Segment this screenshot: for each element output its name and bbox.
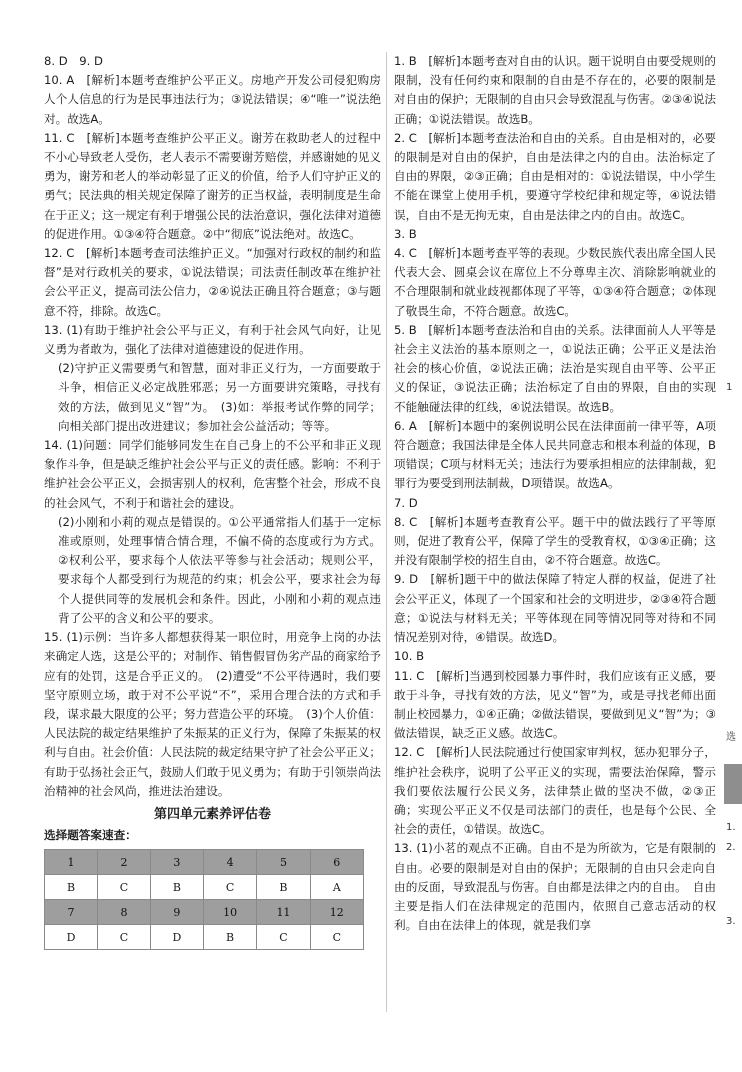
answer-value: C [203, 875, 256, 900]
answer-value: D [45, 925, 98, 950]
answer-item: 14. (1)问题：同学们能够同发生在自己身上的不公平和非正义现象作斗争，但是缺乏维护社会公平与正义的责任感。影响：不利于维护社会公平正义，会损害别人的权利，危害整个社会，形成不良的社会风气，不利于和谐社会的建设。 [44, 438, 381, 510]
answer-table [44, 849, 364, 950]
answer-item: (2)小刚和小莉的观点是错误的。①公平通常指人们基于一定标准或原则，处理事情合情合理，不偏不倚的态度或行为方式。②权利公平，要求每个人依法平等参与社会活动；规则公平，要求每个人都受到行为规范的约束；机会公平，要求社会为每个人提供同等的发展机会和条件。因此，小刚和小莉的观点违背了公平的含义和公平的要求。 [58, 514, 381, 625]
answer-value: B [150, 875, 203, 900]
answer-item: 11. C [解析]本题考查维护公平正义。谢芳在救助老人的过程中不小心导致老人受伤，老人表示不需要谢芳赔偿，并感谢她的见义勇为，谢芳和老人的举动彰显了正义的价值，给予人们守护正义的勇气；民法典的相关规定保障了谢芳的正当权益，表明制度是生命在于正义；这一规定有利于增强公民的法治意识，强化法律对道德的促进作用。①③④符合题意。②中“彻底”说法绝对。故选C。 [44, 130, 381, 241]
edge-label: 1 [726, 382, 733, 393]
answer-number: 1 [45, 850, 98, 875]
answer-value: C [97, 925, 150, 950]
answer-item: 5. B [解析]本题考查法治和自由的关系。法律面前人人平等是社会主义法治的基本原则之一，①说法正确；公平正义是法治社会的核心价值，②说法正确；法治是实现自由平等、公平正义的保证，③说法正确；法治标定了自由的界限，自由的实现不能触碰法律的红线，④说法错误。故选B。 [394, 322, 716, 414]
answer-item: 10. B [394, 649, 425, 664]
answer-value-row [45, 875, 364, 900]
answer-number-row [45, 850, 364, 875]
answer-item: 9. D [解析]题干中的做法保障了特定人群的权益，促进了社会公平正义，体现了一个国家和社会的文明进步，②③④符合题意；①说法与材料无关；平等体现在同等情况同等对待和不同情况差别对待，④错误。故选D。 [394, 572, 716, 645]
answer-number: 6 [310, 850, 363, 875]
answer-value: C [97, 875, 150, 900]
answer-value: C [310, 925, 363, 950]
answer-value: B [257, 875, 310, 900]
answer-number-row [45, 900, 364, 925]
adjacent-page-edge [724, 52, 742, 1012]
answer-item: 7. D [394, 495, 418, 510]
answer-value: D [150, 925, 203, 950]
answer-item: (2)守护正义需要勇气和智慧，面对非正义行为，一方面要敢于斗争，相信正义必定战胜邪恶；另一方面要讲究策略，寻找有效的方法，做到见义“智”为。 (3)如：举报考试作弊的同学；向相关部门提出改进建议；参加社会公益活动；等等。 [58, 361, 381, 433]
answer-item: 1. B [解析]本题考查对自由的认识。题干说明自由要受规则的限制，没有任何约束和限制的自由是不存在的，必要的限制是对自由的保护；无限制的自由只会导致混乱与伤害。②③④说法正确；①说法错误。故选B。 [394, 54, 716, 126]
answer-number: 11 [257, 900, 310, 925]
answer-item: 2. C [解析]本题考查法治和自由的关系。自由是相对的，必要的限制是对自由的保护，自由是法律之内的自由。法治标定了自由的界限，②③正确；自由是相对的：①说法错误，中小学生不能在课堂上使用手机，要遵守学校纪律和规定等，④说法错误，自由不是无拘无束，自由是法律之内的自由。故选C。 [394, 130, 716, 222]
answer-item: 12. C [解析]人民法院通过行使国家审判权，惩办犯罪分子，维护社会秩序，说明了公平正义的实现，需要法治保障，警示我们要依法履行公民义务，法律禁止做的坚决不做，②③正确；实现公平正义不仅是司法部门的责任，也是每个公民、全社会的责任，①错误。故选C。 [394, 745, 716, 837]
answer-number: 5 [257, 850, 310, 875]
answer-item: 3. B [394, 226, 417, 241]
answer-item: 11. C [解析]当遇到校园暴力事件时，我们应该有正义感，要敢于斗争，寻找有效的方法，见义“智”为，或是寻找老师出面制止校园暴力，①④正确；②做法错误，要做到见义“智”为；③做法错误，缺乏正义感。故选C。 [394, 668, 716, 741]
column-divider [386, 52, 387, 1012]
right-column [394, 52, 716, 935]
answer-table-title: 选择题答案速查： [44, 828, 137, 843]
answer-item: 12. C [解析]本题考查司法维护正义。“加强对行政权的制约和监督”是对行政机关的要求，①说法错误；司法责任制改革在维护社会公平正义，提高司法公信力，②④说法正确且符合题意；③与题意不符，排除。故选C。 [44, 246, 381, 318]
answer-item: 10. A [解析]本题考查维护公平正义。房地产开发公司侵犯购房人个人信息的行为是民事违法行为；③说法错误；④“唯一”说法绝对。故选A。 [44, 73, 381, 126]
answer-value: B [45, 875, 98, 900]
edge-label: 选 [726, 732, 736, 743]
answer-number: 3 [150, 850, 203, 875]
answer-number: 4 [203, 850, 256, 875]
answer-item: 8. C [解析]本题考查教育公平。题干中的做法践行了平等原则，促进了教育公平，保障了学生的受教育权，①③④正确；这并没有限制学校的招生自由，②不符合题意。故选C。 [394, 514, 716, 568]
answer-item: 4. C [解析]本题考查平等的表现。少数民族代表出席全国人民代表大会、圆桌会议在席位上不分尊卑主次、消除影响就业的不合理限制和就业歧视都体现了平等，①③④符合题意；②体现了敬畏生命，不符合题意。故选C。 [394, 246, 716, 318]
answer-value-row [45, 925, 364, 950]
answer-number: 7 [45, 900, 98, 925]
edge-label: 1. [726, 822, 736, 833]
answer-item: 13. (1)有助于维护社会公平与正义，有利于社会风气向好，让见义勇为者敢为，强化了法律对道德建设的促进作用。 [44, 322, 381, 357]
answer-item: 6. A [解析]本题中的案例说明公民在法律面前一律平等，A项符合题意；我国法律是全体人民共同意志和根本利益的体现，B项错误；C项与材料无关；违法行为要承担相应的法律制裁，犯罪行为要受到刑法制裁，D项错误。故选A。 [394, 418, 716, 491]
answer-number: 12 [310, 900, 363, 925]
answer-number: 9 [150, 900, 203, 925]
answer-value: B [203, 925, 256, 950]
edge-label: 2. [726, 842, 736, 853]
answer-item: 13. (1)小茗的观点不正确。自由不是为所欲为，它是有限制的自由。必要的限制是对自由的保护；无限制的自由只会走向自由的反面，导致混乱与伤害。自由都是法律之内的自由。 自由主要是指人们在法律规定的范围内，依照自己意志活动的权利。自由在法律上的体现，就是我们享 [394, 841, 716, 933]
section-title: 第四单元素养评估卷 [153, 806, 271, 822]
answer-item: 15. (1)示例：当许多人都想获得某一职位时，用竞争上岗的办法来确定人选，这是公平的；对制作、销售假冒伪劣产品的商家给予应有的处罚，这是合乎正义的。 (2)遭受“不公平待遇时，我们要坚守原则立场，敢于对不公平说“不”，采用合理合法的方式和手段，谋求最大限度的公平；努力营造公平的环境。 (3)个人价值：人民法院的裁定结果维护了朱振某的正义行为，保障了朱振某的权利与自由。社会价值：人民法院的裁定结果守护了社会公平正义；有助于弘扬社会正气，鼓励人们敢于见义勇为；有助于引领崇尚法治精神的社会风尚，推进法治建设。 [44, 630, 381, 798]
edge-table-strip [724, 764, 742, 804]
left-column [44, 52, 381, 950]
answer-number: 8 [97, 900, 150, 925]
answer-value: C [257, 925, 310, 950]
answer-number: 10 [203, 900, 256, 925]
answer-item: 8. D 9. D [44, 54, 103, 68]
answer-number: 2 [97, 850, 150, 875]
answer-value: A [310, 875, 363, 900]
edge-label: 3. [726, 916, 736, 927]
